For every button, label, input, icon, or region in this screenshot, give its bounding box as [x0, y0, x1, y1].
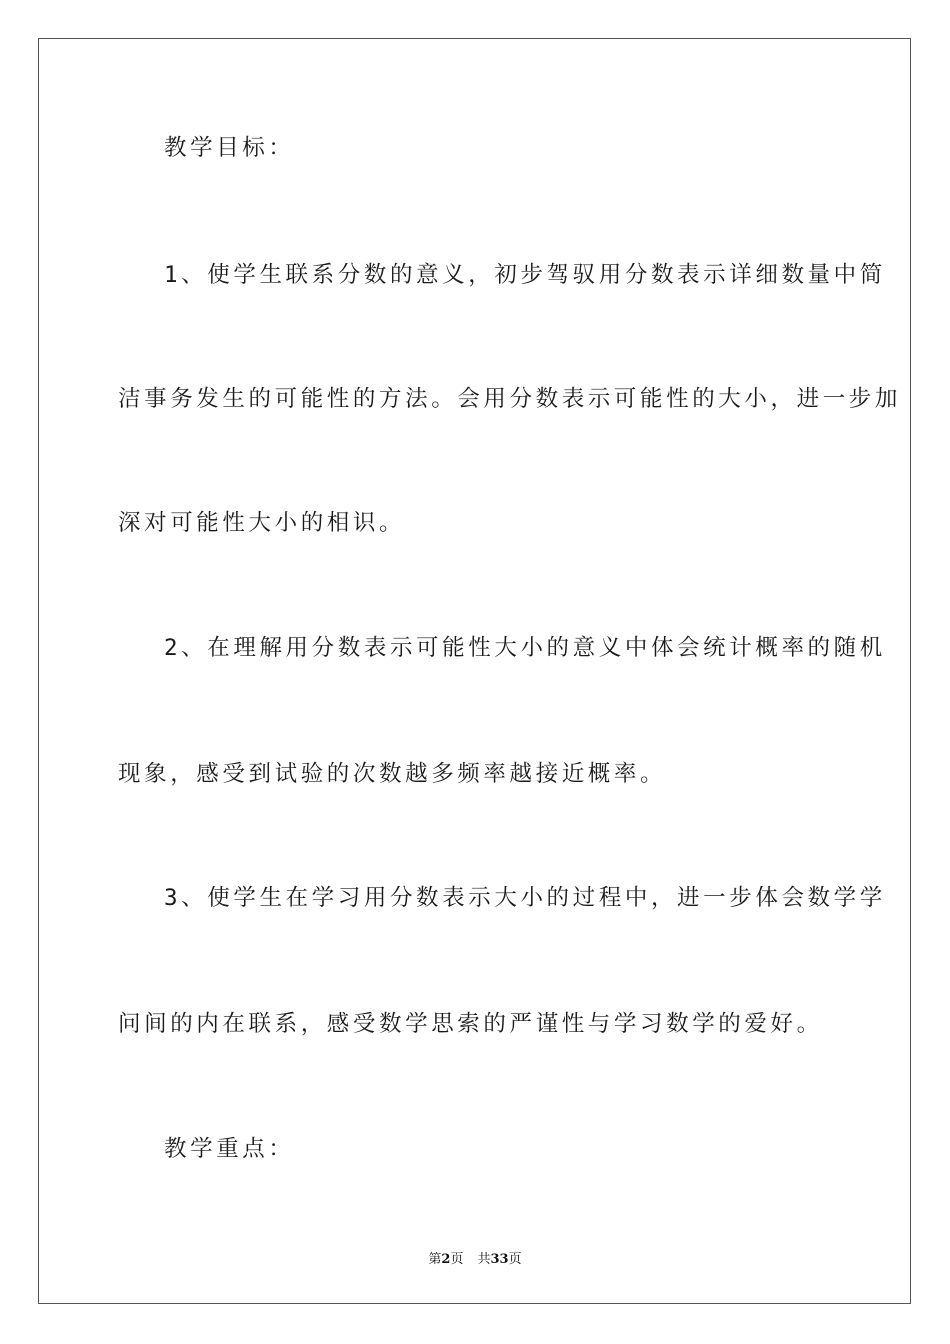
footer-total-suffix: 页: [508, 1252, 522, 1267]
footer-page-number: 2: [441, 1252, 451, 1267]
footer-page-prefix: 第: [428, 1252, 442, 1267]
footer-total-prefix: 共: [477, 1252, 491, 1267]
paragraph-line: 洁事务发生的可能性的方法。会用分数表示可能性的大小，进一步加: [118, 386, 902, 412]
paragraph-line: 1、使学生联系分数的意义，初步驾驭用分数表示详细数量中简: [164, 262, 886, 288]
paragraph-line: 2、在理解用分数表示可能性大小的意义中体会统计概率的随机: [164, 635, 886, 661]
section-heading-objectives: 教学目标：: [164, 135, 295, 161]
footer-total-pages: 33: [490, 1252, 509, 1267]
paragraph-line: 3、使学生在学习用分数表示大小的过程中，进一步体会数学学: [164, 885, 886, 911]
page-footer: [0, 1248, 950, 1267]
paragraph-line: 现象，感受到试验的次数越多频率越接近概率。: [118, 761, 667, 787]
paragraph-line: 深对可能性大小的相识。: [118, 510, 406, 536]
section-heading-key-points: 教学重点：: [164, 1136, 295, 1162]
paragraph-line: 问间的内在联系，感受数学思索的严谨性与学习数学的爱好。: [118, 1011, 823, 1037]
footer-page-suffix: 页: [450, 1252, 464, 1267]
page-border: [38, 38, 911, 1304]
